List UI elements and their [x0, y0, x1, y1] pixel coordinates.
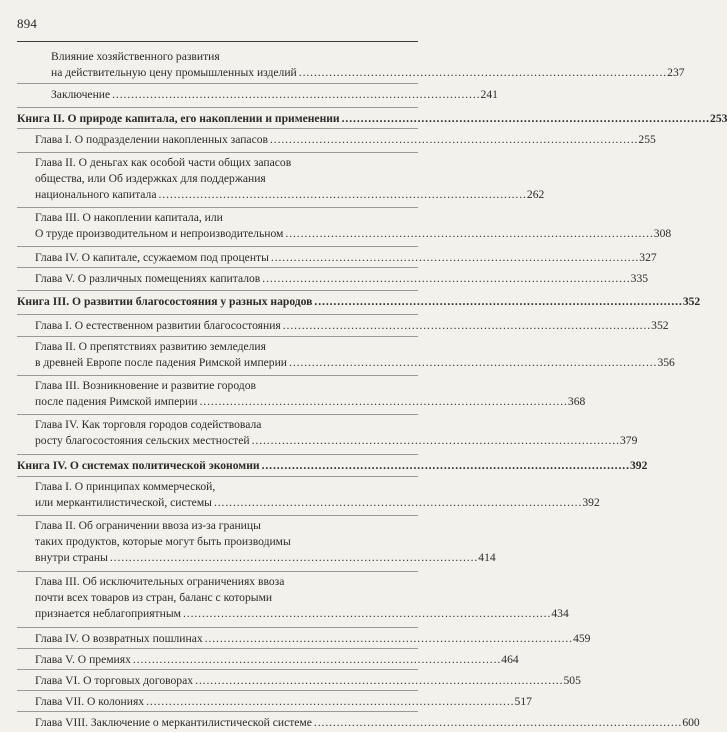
toc-chapter-entry — [17, 414, 638, 454]
toc-page-number: 459 — [573, 632, 591, 645]
dot-leader — [314, 715, 680, 731]
toc-page-number: 237 — [667, 66, 685, 79]
toc-chapter-entry — [17, 711, 700, 732]
toc-entry-text: после падения Римской империи — [35, 395, 198, 408]
toc-entry-text: в древней Европе после падения Римской империи — [35, 356, 288, 369]
header-rule — [17, 41, 418, 42]
toc-chapter-entry — [17, 515, 496, 571]
toc-page-number: 308 — [653, 227, 672, 240]
toc-page-number: 600 — [682, 716, 700, 729]
toc-entry-text: Глава VIII. Заключение о меркантилистической системе — [35, 716, 312, 729]
toc-entry-text: Глава V. О премиях — [35, 653, 131, 666]
toc-entry-text: на действительную цену промышленных изделий — [51, 66, 297, 79]
toc-chapter-entry — [17, 648, 519, 669]
dot-leader — [262, 458, 628, 474]
toc-book-entry — [17, 290, 701, 314]
toc-page-number: 262 — [526, 188, 545, 201]
dot-leader — [262, 271, 628, 287]
dot-leader — [299, 65, 665, 81]
dot-leader — [252, 433, 618, 449]
toc-chapter-entry — [17, 246, 657, 267]
toc-page-number: 505 — [563, 674, 581, 687]
toc-entry-text: росту благосостояния сельских местностей — [35, 434, 250, 447]
toc-entry-text: Глава IV. Как торговля городов содействовала — [35, 418, 262, 431]
toc-entry-text: или меркантилистической, системы — [35, 496, 212, 509]
dot-leader — [183, 606, 549, 622]
dot-leader — [133, 652, 499, 668]
toc-entry-text: Глава VI. О торговых договорах — [35, 674, 194, 687]
dot-leader — [195, 673, 561, 689]
toc-chapter-entry — [17, 267, 649, 290]
toc-page-number: 255 — [638, 133, 656, 146]
toc-book-entry — [17, 454, 648, 476]
table-of-contents — [17, 47, 727, 732]
dot-leader — [110, 550, 476, 566]
toc-page-number: 464 — [501, 653, 519, 666]
toc-page-number: 327 — [639, 251, 657, 264]
toc-entry-text: общества, или Об издержках для поддержания — [35, 172, 266, 185]
dot-leader — [199, 394, 565, 410]
toc-page-number: 335 — [630, 272, 649, 285]
toc-entry-text: Глава III. О накоплении капитала, или — [35, 211, 223, 224]
toc-chapter-entry — [17, 336, 675, 375]
toc-page-number: 352 — [651, 319, 669, 332]
toc-page-number: 356 — [657, 356, 675, 369]
toc-chapter-entry — [17, 476, 600, 515]
toc-chapter-entry — [17, 152, 545, 207]
toc-entry-text: Глава II. О препятствиях развитию земледелия — [35, 340, 266, 353]
toc-chapter-entry — [17, 375, 586, 414]
toc-entry-text: Книга IV. О системах политической экономии — [17, 459, 260, 472]
dot-leader — [159, 187, 525, 203]
toc-entry-text: Влияние хозяйственного развития — [51, 50, 220, 63]
toc-entry-text: Глава IV. О возвратных пошлинах — [35, 632, 203, 645]
toc-chapter-entry — [17, 571, 569, 627]
dot-leader — [285, 226, 651, 242]
toc-chapter-entry — [17, 207, 672, 246]
toc-entry-text: О труде производительном и непроизводительном — [35, 227, 284, 240]
toc-page-number: 379 — [620, 434, 638, 447]
toc-chapter-entry — [17, 627, 591, 648]
dot-leader — [283, 318, 649, 334]
toc-entry-text: Глава I. О подразделении накопленных запасов — [35, 133, 268, 146]
toc-chapter-entry — [17, 669, 581, 690]
toc-book-entry — [17, 107, 727, 128]
toc-page-number: 253 — [710, 112, 727, 125]
toc-entry-text: Глава III. Об исключительных ограничениях ввоза — [35, 575, 285, 588]
dot-leader — [146, 694, 512, 710]
dot-leader — [342, 111, 708, 127]
page-number: 894 — [17, 16, 38, 31]
toc-entry-text: Глава V. О различных помещениях капиталов — [35, 272, 261, 285]
toc-page-number: 368 — [567, 395, 586, 408]
toc-page-number: 392 — [629, 459, 648, 472]
toc-entry-text: признается неблагоприятным — [35, 607, 181, 620]
dot-leader — [270, 132, 636, 148]
toc-chapter-entry — [17, 128, 656, 152]
dot-leader — [271, 250, 637, 266]
toc-page-number: 352 — [682, 295, 701, 308]
toc-chapter-entry — [17, 690, 532, 711]
toc-page-number: 392 — [582, 496, 600, 509]
toc-entry-text: Глава I. О естественном развитии благосостояния — [35, 319, 281, 332]
dot-leader — [205, 631, 571, 647]
toc-entry-text: Глава II. О деньгах как особой части общих запасов — [35, 156, 292, 169]
toc-page-number: 434 — [551, 607, 569, 620]
toc-chapter-entry — [17, 314, 669, 336]
toc-entry-text: внутри страны — [35, 551, 108, 564]
dot-leader — [214, 495, 580, 511]
dot-leader — [112, 87, 478, 103]
dot-leader — [289, 355, 655, 371]
toc-page-number: 414 — [478, 551, 496, 564]
toc-entry-text: Глава IV. О капитале, ссужаемом под проценты — [35, 251, 269, 264]
toc-chapter-entry — [17, 83, 498, 107]
toc-entry-text: Книга II. О природе капитала, его накоплении и применении — [17, 112, 340, 125]
toc-entry-text: Глава III. Возникновение и развитие городов — [35, 379, 256, 392]
toc-entry-text: национального капитала — [35, 188, 157, 201]
dot-leader — [314, 294, 680, 310]
toc-entry-text: почти всех товаров из стран, баланс с которыми — [35, 591, 273, 604]
toc-entry-text: Глава II. Об ограничении ввоза из-за границы — [35, 519, 261, 532]
toc-entry-text: таких продуктов, которые могут быть производимы — [35, 535, 291, 548]
toc-entry-text: Книга III. О развитии благосостояния у разных народов — [17, 295, 313, 308]
toc-page-number: 241 — [480, 88, 498, 101]
toc-page-number: 517 — [514, 695, 532, 708]
toc-entry-text: Глава VII. О колониях — [35, 695, 145, 708]
toc-chapter-entry — [17, 47, 685, 83]
toc-entry-text: Заключение — [51, 88, 111, 101]
toc-entry-text: Глава I. О принципах коммерческой, — [35, 480, 216, 493]
